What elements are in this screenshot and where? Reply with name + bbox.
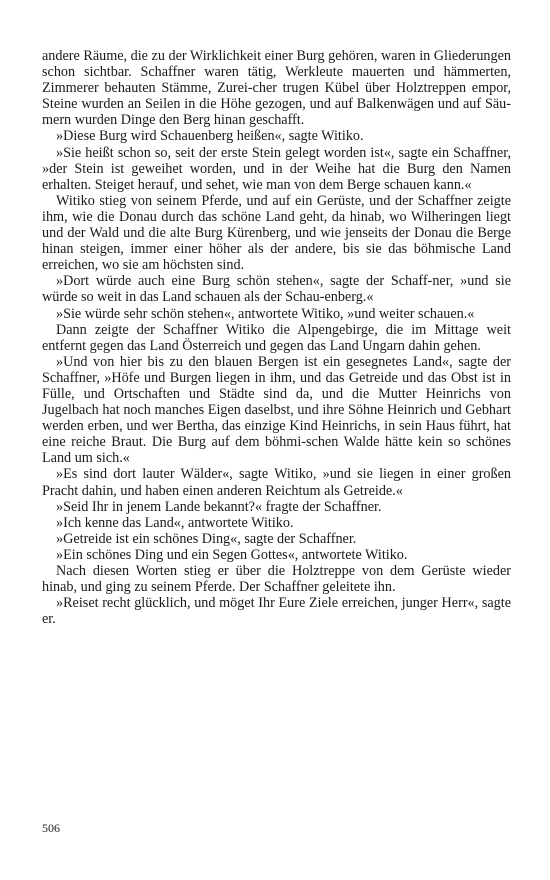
- paragraph-4: Witiko stieg von seinem Pferde, und auf ein Gerüste, und der Schaffner zeigte ihm, wie die Donau durch das schöne Land geht, da hinab, wo Wilheringen liegt und der Wald und die alte Burg Kürenberg, und wie jenseits der Donau die Berge hinan steigen, immer einer höher als der andere, bis sie das böhmische Land erreichen, wo sie am höchsten sind.: [42, 192, 511, 274]
- body-text: [42, 48, 511, 627]
- paragraph-13: »Ein schönes Ding und ein Segen Gottes«, antwortete Witiko.: [56, 546, 408, 563]
- paragraph-7: Dann zeigte der Schaffner Witiko die Alpengebirge, die im Mittage weit entfernt gegen das Land Österreich und gegen das Land Ungarn dahin gehen.: [42, 321, 511, 354]
- paragraph-8: »Und von hier bis zu den blauen Bergen ist ein gesegnetes Land«, sagte der Schaffner, »Höfe und Burgen liegen in ihm, und das Getreide und das Obst ist in Fülle, und Ortschaften und Städte sind da, und die Mutter Heinrichs von Jugelbach hat noch manches Eigen daselbst, und ihre Söhne Heinrich und Gebhart werden erben, und wer Bertha, das einzige Kind Heinrichs, in sein Haus führt, hat eine reiche Braut. Die Burg auf dem böhmi-schen Walde hätte kein so schönes Land um sich.«: [42, 353, 511, 467]
- page-number: 506: [42, 821, 60, 835]
- paragraph-3: »Sie heißt schon so, seit der erste Stein gelegt worden ist«, sagte ein Schaffner, »der Stein ist geweihet worden, und in der Weihe hat die Burg den Namen erhalten. Steiget herauf, und sehet, wie man von dem Berge schauen kann.«: [42, 144, 511, 193]
- paragraph-12: »Getreide ist ein schönes Ding«, sagte der Schaffner.: [56, 530, 357, 547]
- paragraph-9: »Es sind dort lauter Wälder«, sagte Witiko, »und sie liegen in einer großen Pracht dahin, und haben einen anderen Reichtum als Getreide.«: [42, 466, 511, 499]
- paragraph-6: »Sie würde sehr schön stehen«, antwortete Witiko, »und weiter schauen.«: [56, 305, 475, 322]
- paragraph-5: »Dort würde auch eine Burg schön stehen«, sagte der Schaff-ner, »und sie würde so weit in das Land schauen als der Schau-enberg.«: [42, 273, 511, 306]
- paragraph-15: »Reiset recht glücklich, und möget Ihr Eure Ziele erreichen, junger Herr«, sagte er.: [42, 595, 511, 628]
- paragraph-10: »Seid Ihr in jenem Lande bekannt?« fragte der Schaffner.: [56, 498, 382, 515]
- paragraph-11: »Ich kenne das Land«, antwortete Witiko.: [56, 514, 294, 531]
- paragraph-14: Nach diesen Worten stieg er über die Holztreppe von dem Gerüste wieder hinab, und ging zu seinem Pferde. Der Schaffner geleitete ihn.: [42, 563, 511, 596]
- paragraph-2: »Diese Burg wird Schauenberg heißen«, sagte Witiko.: [56, 128, 364, 145]
- paragraph-1: andere Räume, die zu der Wirklichkeit einer Burg gehören, waren in Gliederungen schon sichtbar. Schaffner waren tätig, Werkleute mauerten und hämmerten, Zimmerer behauten Stämme, Zurei-cher trugen Kübel über Holztreppen empor, Steine wurden an Seilen in die Höhe gezogen, und auf Balkenwägen und auf Säu-mern wurden Dinge den Berg hinan geschafft.: [42, 48, 511, 129]
